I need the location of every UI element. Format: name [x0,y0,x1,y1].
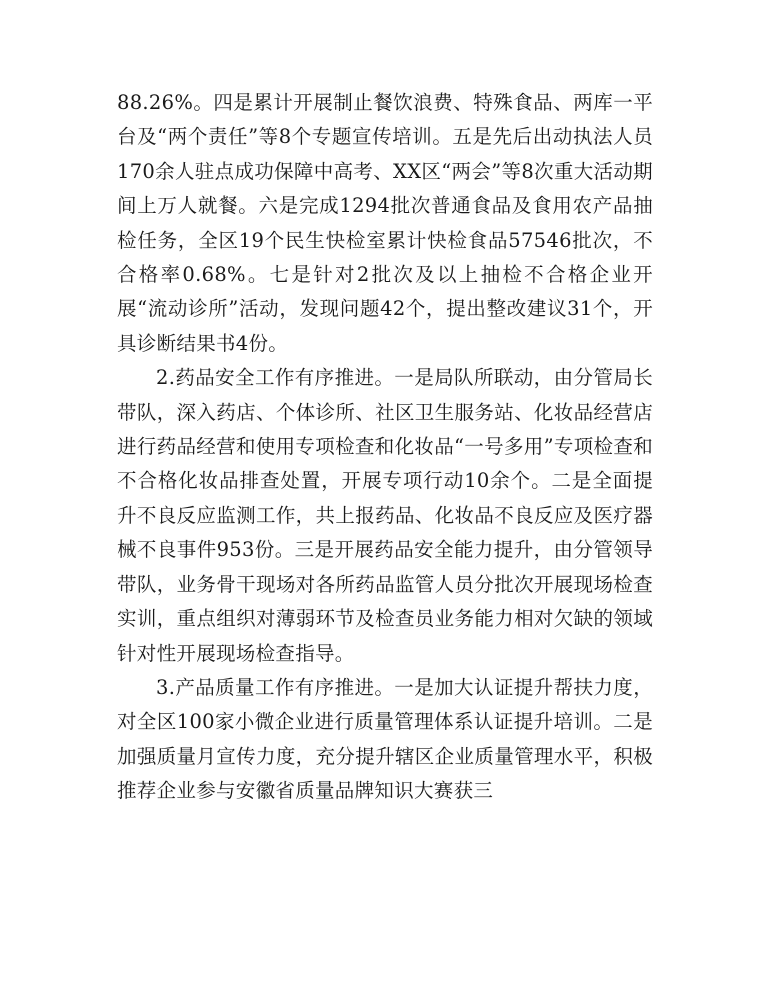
paragraph-food-safety-continued: 88.26%。四是累计开展制止餐饮浪费、特殊食品、两库一平台及“两个责任”等8个专题宣传培训。五是先后出动执法人员170余人驻点成功保障中高考、XX区“两会”等8次重大活动期间上万人就餐。六是完成1294批次普通食品及食用农产品抽检任务，全区19个民生快检室累计快检食品57546批次，不合格率0.68%。七是针对2批次及以上抽检不合格企业开展“流动诊所”活动，发现问题42个，提出整改建议31个，开具诊断结果书4份。 [117,91,653,355]
paragraph-drug-safety: 2.药品安全工作有序推进。一是局队所联动，由分管局长带队，深入药店、个体诊所、社区卫生服务站、化妆品经营店进行药品经营和使用专项检查和化妆品“一号多用”专项检查和不合格化妆品排查处置，开展专项行动10余个。二是全面提升不良反应监测工作，共上报药品、化妆品不良反应及医疗器械不良事件953份。三是开展药品安全能力提升，由分管领导带队，业务骨干现场对各所药品监管人员分批次开展现场检查实训，重点组织对薄弱环节及检查员业务能力相对欠缺的领域针对性开展现场检查指导。 [117,366,653,665]
paragraph-product-quality: 3.产品质量工作有序推进。一是加大认证提升帮扶力度，对全区100家小微企业进行质量管理体系认证提升培训。二是加强质量月宣传力度，充分提升辖区企业质量管理水平，积极推荐企业参与安徽省质量品牌知识大赛获三 [117,675,653,803]
document-page [117,86,653,809]
